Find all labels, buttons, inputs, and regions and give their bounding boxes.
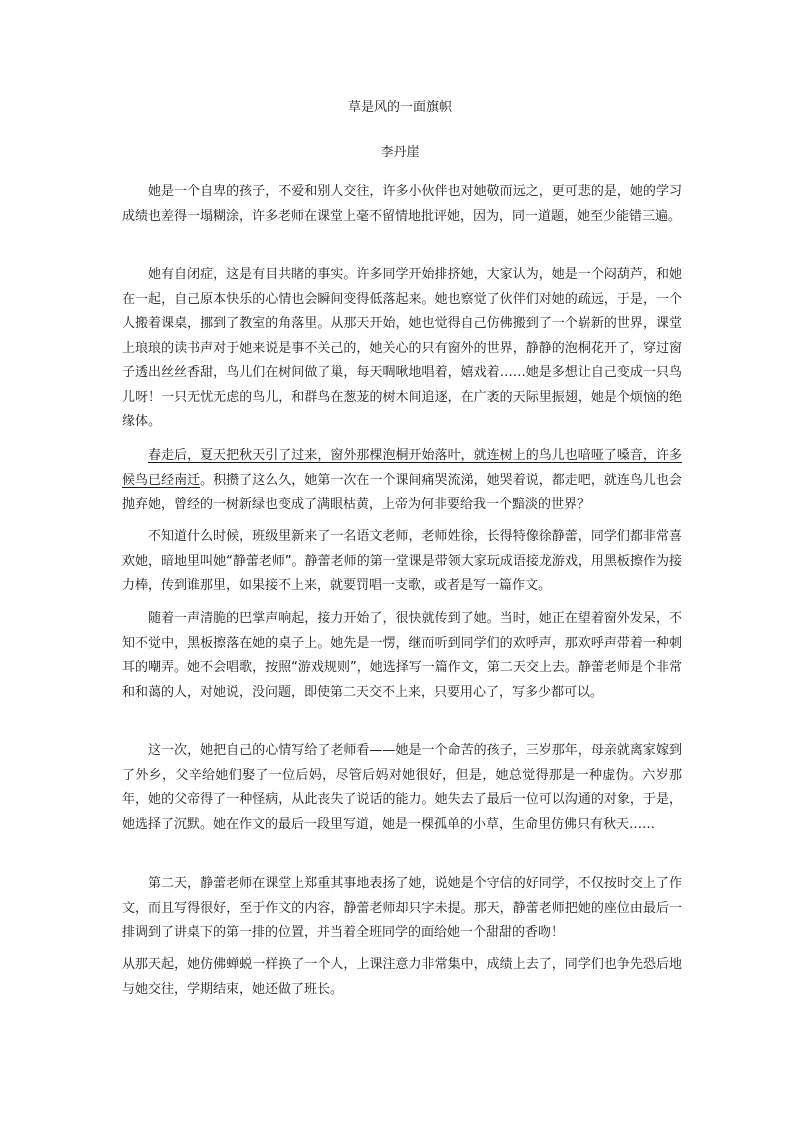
paragraph-3	[122, 444, 682, 518]
document-author: 李丹崖	[380, 145, 420, 160]
paragraph-5: 随着一声清脆的巴掌声响起，接力开始了，很快就传到了她。当时，她正在望着窗外发呆，不知不觉中，黑板擦落在她的桌子上。她先是一愣，继而听到同学们的欢呼声，那欢呼声带着一种刺耳的嘲弄。她不会唱歌，按照“游戏规则”，她选择写一篇作文，第二天交上去。静蕾老师是个非常和和蔼的人，对她说，没问题，即使第二天交不上来，只要用心了，写多少都可以。	[122, 611, 682, 700]
document-title: 草是风的一面旗帜	[347, 100, 452, 115]
paragraph-7: 第二天，静蕾老师在课堂上郑重其事地表扬了她，说她是个守信的好同学，不仅按时交上了作文，而且写得很好，至于作文的内容，静蕾老师却只字未提。那天，静蕾老师把她的座位由最后一排调到了讲桌下的第一排的位置，并当着全班同学的面给她一个甜甜的香吻！	[122, 876, 682, 940]
paragraph-3-rest: 。积攒了这么久，她第一次在一个课间痛哭流涕，她哭着说，都走吧，就连鸟儿也会抛弃她，曾经的一树新绿也变成了满眼枯黄，上帝为何非要给我一个黯淡的世界？	[122, 472, 682, 512]
paragraph-6: 这一次，她把自己的心情写给了老师看——她是一个命苦的孩子，三岁那年，母亲就离家嫁到了外乡，父辛给她们娶了一位后妈，尽管后妈对她很好，但是，她总觉得那是一种虚伪。六岁那年，她的父帝得了一种怪病，从此丧失了说话的能力。她失去了最后一位可以沟通的对象，于是，她选择了沉默。她在作文的最后一段里写道，她是一棵孤单的小草，生命里仿佛只有秋天……	[122, 743, 682, 832]
underlined-passage: 春走后，夏天把秋天引了过来，窗外那棵泡桐开始落叶，就连树上的鸟儿也喑哑了嗓音，许多候鸟已经南迁	[122, 448, 682, 488]
paragraph-8: 从那天起，她仿佛蝉蜕一样换了一个人，上课注意力非常集中，成绩上去了，同学们也争先恐后地与她交往，学期结束，她还做了班长。	[122, 957, 682, 997]
paragraph-2: 她有自闭症，这是有目共睹的事实。许多同学开始排挤她，大家认为，她是一个闷葫芦，和她在一起，自己原本快乐的心情也会瞬间变得低落起来。她也察觉了伙伴们对她的疏远，于是，一个人搬着课桌，挪到了教室的角落里。从那天开始，她也觉得自己仿佛搬到了一个崭新的世界，课堂上琅琅的读书声对于她来说是事不关己的，她关心的只有窗外的世界，静静的泡桐花开了，穿过窗子透出丝丝香甜，鸟儿们在树间做了巢，每天啁啾地唱着，嬉戏着……她是多想让自己变成一只鸟儿呀！一只无忧无虑的鸟儿，和群鸟在葱茏的树木间追逐，在广袤的天际里振翅，她是个烦恼的绝缘体。	[122, 267, 682, 429]
paragraph-1: 她是一个自卑的孩子，不爱和别人交往，许多小伙伴也对她敬而远之，更可悲的是，她的学习成绩也差得一塌糊涂，许多老师在课堂上毫不留情地批评她，因为，同一道题，她至少能错三遍。	[122, 184, 682, 224]
paragraph-4: 不知道什么时候，班级里新来了一名语文老师，老师姓徐，长得特像徐静蕾，同学们都非常喜欢她，暗地里叫她“静蕾老师”。静蕾老师的第一堂课是带领大家玩成语接龙游戏，用黑板擦作为接力棒，传到谁那里，如果接不上来，就要罚唱一支歌，或者是写一篇作文。	[122, 529, 682, 593]
